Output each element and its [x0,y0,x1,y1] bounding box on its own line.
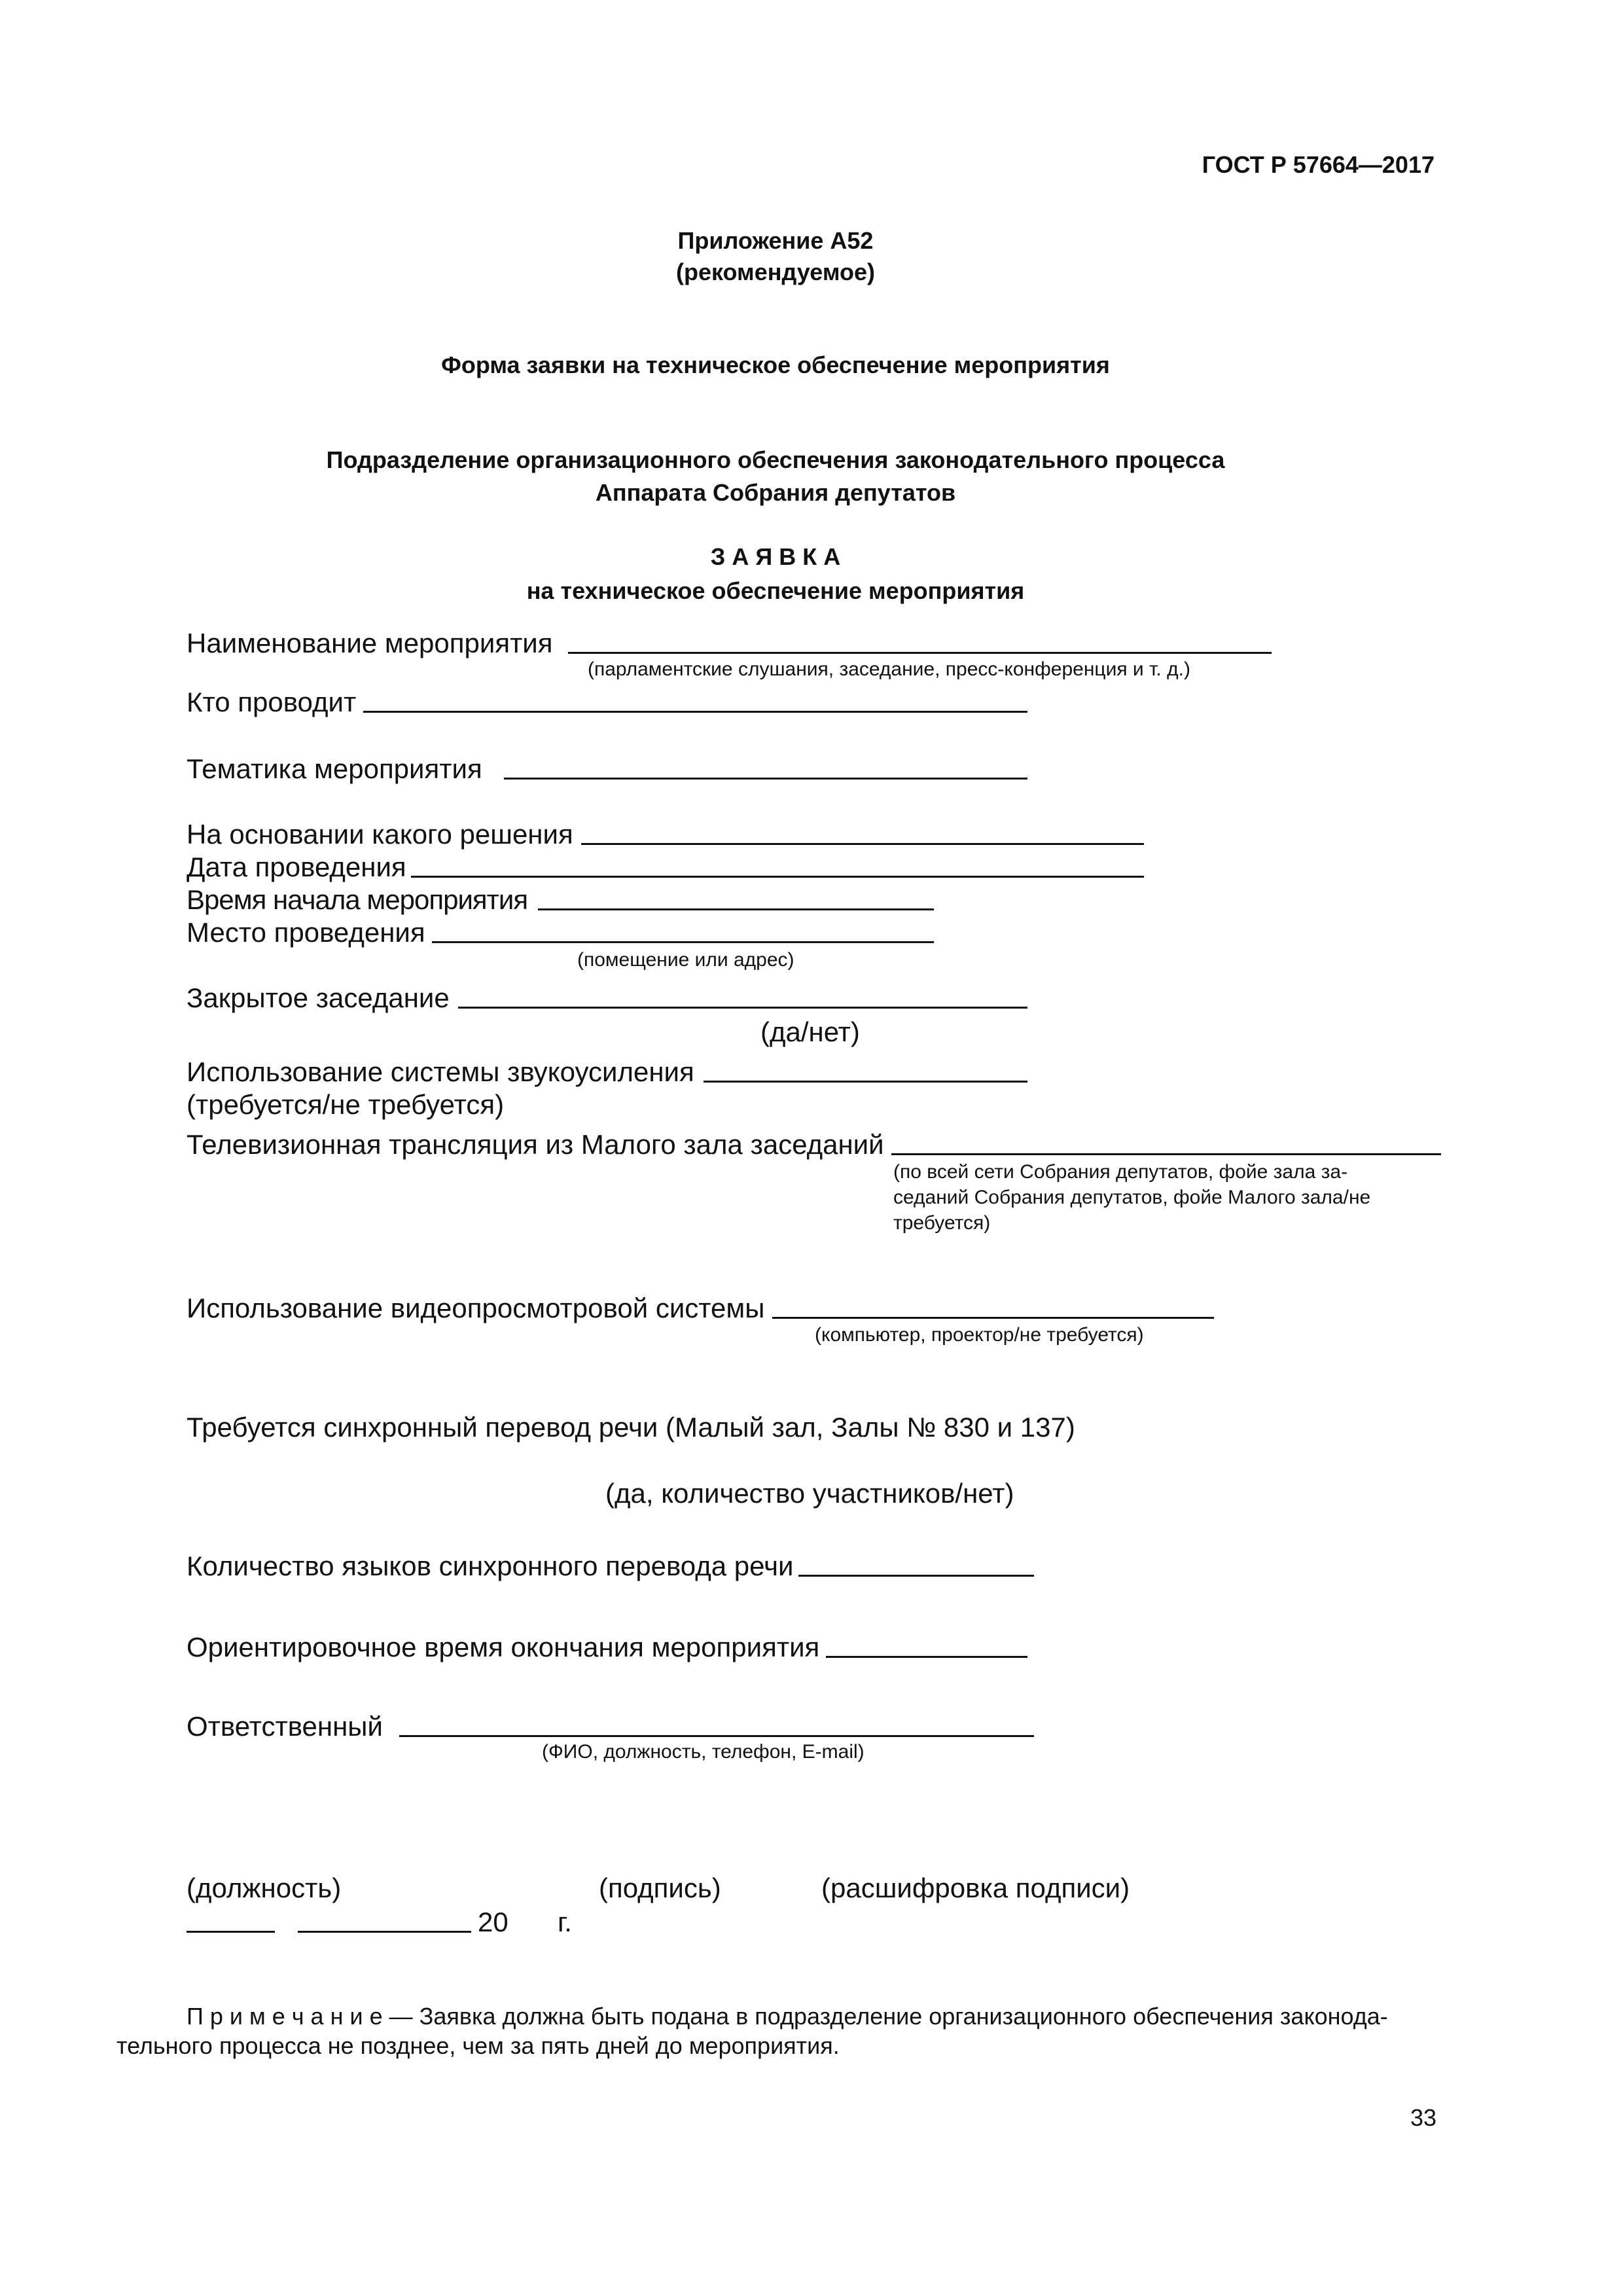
sound-system-label: Использование системы звукоусиления [187,1056,694,1087]
department-line-2: Аппарата Собрания депутатов [595,479,956,506]
date-label: Дата проведения [187,852,406,882]
sound-system-hint: (требуется/не требуется) [187,1089,505,1120]
end-time-label: Ориентировочное время окончания мероприятия [187,1632,820,1662]
video-system-hint: (компьютер, проектор/не требуется) [815,1324,1144,1346]
event-name-field[interactable] [568,652,1272,654]
video-system-label: Использование видеопросмотровой системы [187,1293,765,1323]
basis-field[interactable] [581,843,1144,845]
location-field[interactable] [432,941,934,943]
signature-day-field[interactable] [187,1931,275,1933]
interpretation-label: Требуется синхронный перевод речи (Малый зал, Залы № 830 и 137) [187,1412,1075,1443]
topic-field[interactable] [504,778,1027,780]
responsible-field[interactable] [399,1735,1034,1737]
note-line-1 [187,2005,1388,2028]
closed-session-hint: (да/нет) [760,1016,860,1047]
signature-sign-label: (подпись) [599,1873,721,1903]
closed-session-label: Закрытое заседание [187,982,450,1013]
date-field[interactable] [411,876,1144,878]
start-time-label: Время начала мероприятия [187,884,528,915]
tv-broadcast-label: Телевизионная трансляция из Малого зала заседаний [187,1129,884,1160]
event-name-hint: (парламентские слушания, заседание, пресс-конференция и т. д.) [588,658,1190,680]
appendix-status: (рекомендуемое) [676,259,875,285]
signature-year-prefix: 20 [478,1907,508,1937]
form-title: Форма заявки на техническое обеспечение мероприятия [441,351,1110,378]
organizer-field[interactable] [363,711,1027,713]
request-title: З А Я В К А [710,543,841,570]
tv-broadcast-field[interactable] [891,1153,1441,1155]
signature-year-suffix: г. [558,1907,572,1937]
organizer-label: Кто проводит [187,687,357,717]
interpretation-hint: (да, количество участников/нет) [605,1478,1014,1509]
note-line-2: тельного процесса не позднее, чем за пять дней до мероприятия. [116,2032,840,2059]
department-line-1: Подразделение организационного обеспечения законодательного процесса [326,446,1225,473]
responsible-label: Ответственный [187,1711,383,1742]
closed-session-field[interactable] [458,1007,1027,1009]
signature-month-field[interactable] [298,1931,471,1933]
sound-system-field[interactable] [704,1081,1027,1083]
responsible-hint: (ФИО, должность, телефон, E-mail) [542,1741,865,1763]
tv-broadcast-hint-3: требуется) [893,1212,991,1234]
page-number: 33 [1410,2104,1437,2131]
languages-field[interactable] [798,1575,1034,1577]
standard-id: ГОСТ Р 57664—2017 [1202,151,1435,178]
appendix-title: Приложение А52 [677,227,874,254]
languages-label: Количество языков синхронного перевода речи [187,1551,794,1581]
basis-label: На основании какого решения [187,819,573,850]
start-time-field[interactable] [538,908,934,910]
topic-label: Тематика мероприятия [187,753,482,784]
end-time-field[interactable] [826,1656,1027,1658]
signature-position-label: (должность) [187,1873,342,1903]
tv-broadcast-hint-1: (по всей сети Собрания депутатов, фойе зала за- [893,1161,1348,1183]
location-label: Место проведения [187,917,425,948]
event-name-label: Наименование мероприятия [187,628,553,658]
tv-broadcast-hint-2: седаний Собрания депутатов, фойе Малого зала/не [893,1187,1371,1208]
video-system-field[interactable] [772,1317,1214,1319]
request-subtitle: на техническое обеспечение мероприятия [526,577,1025,604]
note-prefix: П р и м е ч а н и е [187,2003,383,2030]
location-hint: (помещение или адрес) [577,949,794,971]
signature-decoding-label: (расшифровка подписи) [821,1873,1130,1903]
note-text-1: — Заявка должна быть подана в подразделение организационного обеспечения законода- [382,2003,1388,2030]
